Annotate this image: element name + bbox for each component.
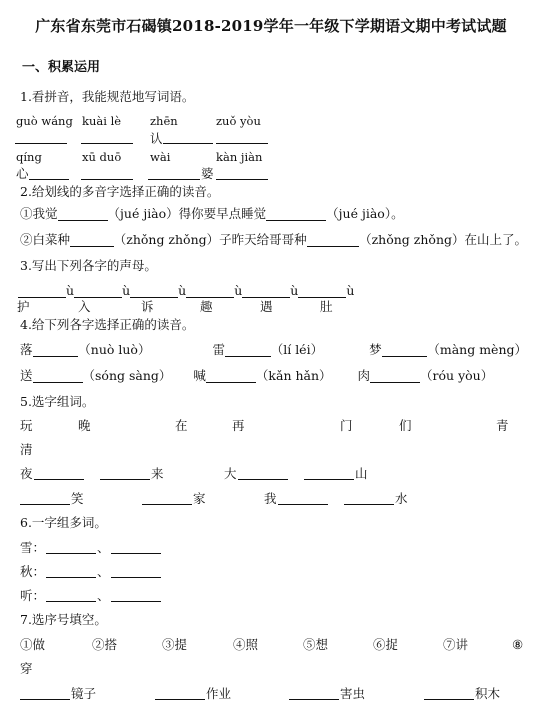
vowel-label: ù: [234, 283, 243, 298]
q7-wrap-char: 穿: [20, 661, 33, 676]
q5-word: 家: [193, 491, 206, 506]
vowel-label: ù: [346, 283, 355, 298]
answer-blank[interactable]: [46, 600, 96, 602]
q6-separator: 、: [97, 564, 110, 579]
q3-shengmu-row: [18, 285, 527, 298]
pinyin-3: zhēn: [150, 114, 178, 128]
q6-label: 秋：: [20, 564, 46, 579]
answer-blank[interactable]: [148, 178, 200, 180]
answer-blank[interactable]: [46, 552, 96, 554]
answer-blank[interactable]: [111, 552, 161, 554]
question-2-prompt: 2.给划线的多音字选择正确的读音。: [20, 184, 220, 199]
q4-pinyin: （lí léi）: [270, 342, 324, 357]
q4-char: 送: [20, 368, 33, 383]
q7-answer-word: 积木: [475, 686, 501, 701]
answer-blank[interactable]: [304, 478, 354, 480]
q3-char: 肚: [320, 299, 333, 314]
q5-word: 山: [355, 466, 368, 481]
q2-line-1: [20, 208, 527, 221]
q2-text: （zhǒng zhǒng）子昨天给哥哥种: [113, 232, 307, 247]
question-6-prompt: 6.一字组多词。: [20, 515, 107, 530]
answer-blank[interactable]: [58, 219, 108, 221]
q2-line-2: [20, 234, 527, 247]
answer-blank[interactable]: [186, 296, 234, 298]
q5-word: 水: [395, 491, 408, 506]
answer-blank[interactable]: [298, 296, 346, 298]
q4-pinyin: （róu yòu）: [420, 368, 494, 383]
q4-pinyin: （sóng sàng）: [82, 368, 172, 383]
q5-word: 我: [264, 491, 277, 506]
vowel-label: ù: [290, 283, 299, 298]
answer-blank[interactable]: [382, 355, 428, 357]
answer-blank[interactable]: [70, 245, 114, 247]
q4-char: 落: [20, 342, 33, 357]
q4-row-1: [20, 344, 527, 357]
q7-option: ①做: [20, 637, 46, 652]
answer-blank[interactable]: [289, 698, 339, 700]
q7-option: ⑥捉: [373, 637, 399, 652]
q4-char: 喊: [193, 368, 206, 383]
question-4-prompt: 4.给下列各字选择正确的读音。: [20, 317, 195, 332]
answer-blank[interactable]: [33, 355, 79, 357]
q7-option: ③提: [162, 637, 188, 652]
q6-separator: 、: [97, 588, 110, 603]
answer-blank[interactable]: [278, 503, 328, 505]
answer-blank[interactable]: [216, 142, 268, 144]
q4-char: 梦: [369, 342, 382, 357]
q4-pinyin: （màng mèng）: [427, 342, 527, 357]
answer-blank[interactable]: [163, 142, 213, 144]
prefix-char: 心: [16, 166, 29, 181]
answer-blank[interactable]: [33, 381, 83, 383]
prefix-char: 婆: [201, 166, 214, 181]
q5-word: 大: [224, 466, 237, 481]
answer-blank[interactable]: [81, 178, 133, 180]
answer-blank[interactable]: [34, 478, 84, 480]
q2-text: （zhǒng zhǒng）在山上了。: [359, 232, 527, 247]
q5-char: 在: [175, 418, 188, 433]
q3-char: 入: [78, 299, 91, 314]
q2-text: ①我觉: [20, 206, 58, 221]
answer-blank[interactable]: [206, 381, 256, 383]
q7-option: ②搭: [92, 637, 118, 652]
answer-blank[interactable]: [74, 296, 122, 298]
q4-char: 肉: [357, 368, 371, 383]
q7-answer-word: 镜子: [71, 686, 97, 701]
section-heading: 一、积累运用: [22, 60, 101, 75]
answer-blank[interactable]: [111, 576, 161, 578]
answer-blank[interactable]: [370, 381, 420, 383]
prefix-char: 认: [150, 131, 163, 146]
q5-char: 们: [399, 418, 412, 433]
answer-blank[interactable]: [307, 245, 359, 247]
q5-char: 晚: [78, 418, 91, 433]
answer-blank[interactable]: [20, 698, 70, 700]
q5-word: 来: [151, 466, 164, 481]
page-title: 广东省东莞市石碣镇2018-2019学年一年级下学期语文期中考试试题: [35, 17, 507, 35]
answer-blank[interactable]: [155, 698, 205, 700]
answer-blank[interactable]: [15, 142, 67, 144]
answer-blank[interactable]: [81, 142, 133, 144]
q3-char: 趣: [200, 299, 213, 314]
vowel-label: ù: [66, 283, 75, 298]
q4-pinyin: （nuò luò）: [78, 342, 151, 357]
pinyin-6: xū duō: [82, 150, 122, 164]
q4-row-2: [20, 370, 527, 383]
answer-blank[interactable]: [29, 178, 69, 180]
q7-option: ⑦讲: [443, 637, 469, 652]
q6-separator: 、: [97, 540, 110, 555]
q5-char: 玩: [20, 418, 33, 433]
q7-answer-word: 作业: [206, 686, 232, 701]
answer-blank[interactable]: [424, 698, 474, 700]
q7-answer-word: 害虫: [340, 686, 366, 701]
pinyin-5: qíng: [16, 150, 42, 164]
answer-blank[interactable]: [100, 478, 150, 480]
q5-word: 夜: [20, 466, 33, 481]
answer-blank[interactable]: [216, 178, 268, 180]
question-7-prompt: 7.选序号填空。: [20, 612, 107, 627]
question-3-prompt: 3.写出下列各字的声母。: [20, 258, 157, 273]
answer-blank[interactable]: [111, 600, 161, 602]
q7-option: ⑤想: [303, 637, 329, 652]
pinyin-7: wài: [150, 150, 171, 164]
question-5-prompt: 5.选字组词。: [20, 394, 95, 409]
answer-blank[interactable]: [142, 503, 192, 505]
q6-label: 听：: [20, 588, 46, 603]
q7-option: ④照: [233, 637, 259, 652]
q6-label: 雪：: [20, 540, 46, 555]
q5-char: 门: [340, 418, 353, 433]
pinyin-8: kàn jiàn: [216, 150, 263, 164]
question-1-prompt: 1.看拼音，我能规范地写词语。: [20, 89, 195, 104]
q5-word: 笑: [71, 491, 84, 506]
q5-char: 青: [496, 418, 509, 433]
pinyin-1: guò wáng: [16, 114, 73, 128]
answer-blank[interactable]: [225, 355, 271, 357]
pinyin-2: kuài lè: [82, 114, 122, 128]
vowel-label: ù: [122, 283, 131, 298]
pinyin-4: zuǒ yòu: [216, 114, 261, 128]
q7-option: ⑧: [512, 637, 524, 652]
answer-blank[interactable]: [344, 503, 394, 505]
q3-char: 遇: [260, 299, 273, 314]
q2-text: （jué jiào）得你要早点睡觉: [107, 206, 267, 221]
answer-blank[interactable]: [130, 296, 178, 298]
q4-pinyin: （kǎn hǎn）: [255, 368, 332, 383]
answer-blank[interactable]: [238, 478, 288, 480]
q5-char: 清: [20, 442, 33, 457]
answer-blank[interactable]: [18, 296, 66, 298]
q3-char: 诉: [141, 299, 154, 314]
q2-text: ②白菜种: [20, 232, 71, 247]
q2-text: （jué jiào）。: [326, 206, 404, 221]
answer-blank[interactable]: [242, 296, 290, 298]
vowel-label: ù: [178, 283, 187, 298]
answer-blank[interactable]: [266, 219, 326, 221]
answer-blank[interactable]: [20, 503, 70, 505]
q5-char: 再: [232, 418, 245, 433]
answer-blank[interactable]: [46, 576, 96, 578]
q3-char: 护: [17, 299, 30, 314]
q4-char: 雷: [212, 342, 225, 357]
